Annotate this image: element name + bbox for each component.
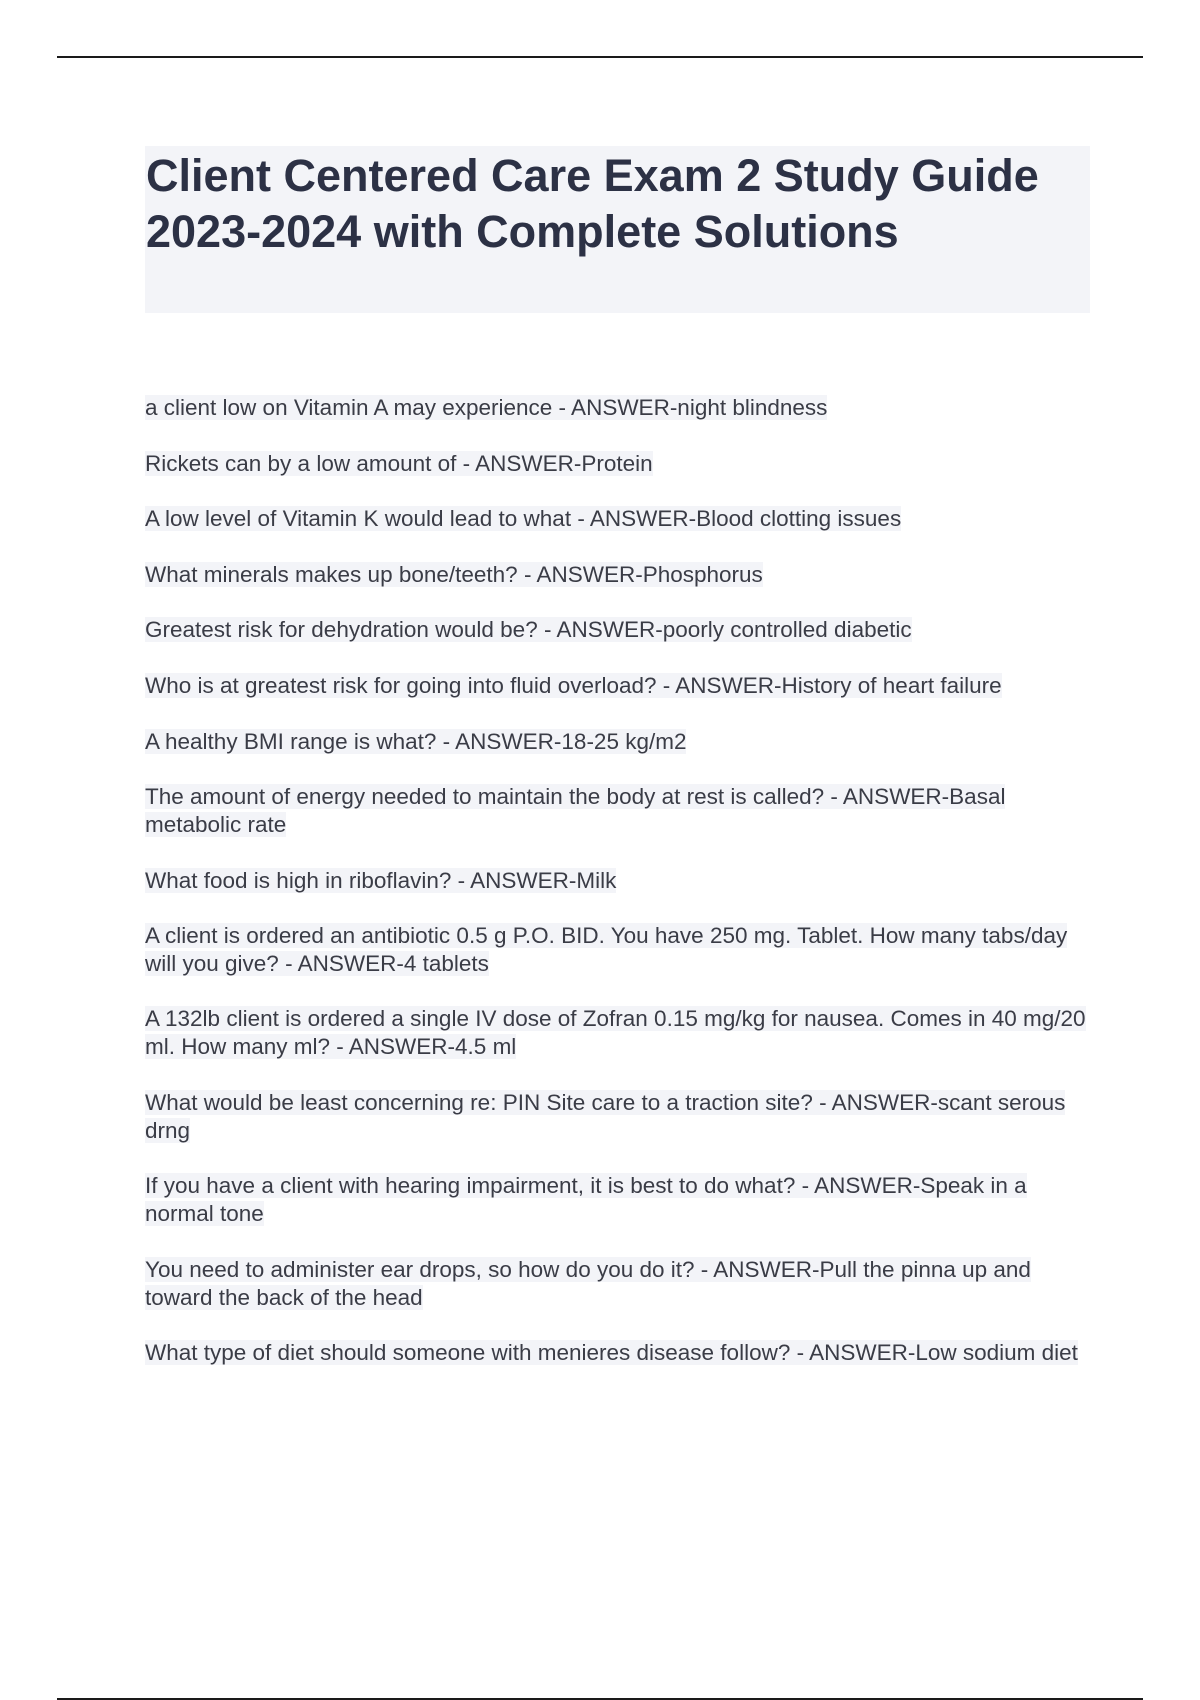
qa-item [145, 922, 1095, 978]
qa-text: If you have a client with hearing impairment, it is best to do what? - ANSWER-Speak in a normal tone [145, 1173, 1027, 1226]
qa-text: A healthy BMI range is what? - ANSWER-18-25 kg/m2 [145, 729, 687, 754]
qa-item [145, 672, 1095, 700]
qa-text: Who is at greatest risk for going into fluid overload? - ANSWER-History of heart failure [145, 673, 1002, 698]
qa-list [145, 394, 1095, 1367]
qa-item [145, 783, 1095, 839]
qa-text: A 132lb client is ordered a single IV dose of Zofran 0.15 mg/kg for nausea. Comes in 40 mg/20 ml. How many ml? - ANSWER-4.5 ml [145, 1006, 1086, 1059]
qa-item [145, 1256, 1095, 1312]
qa-item [145, 505, 1095, 533]
qa-text: The amount of energy needed to maintain the body at rest is called? - ANSWER-Basal metabolic rate [145, 784, 1006, 837]
qa-text: What type of diet should someone with menieres disease follow? - ANSWER-Low sodium diet [145, 1340, 1078, 1365]
qa-item [145, 1005, 1095, 1061]
qa-item [145, 1172, 1095, 1228]
qa-text: What minerals makes up bone/teeth? - ANSWER-Phosphorus [145, 562, 763, 587]
qa-text: A client is ordered an antibiotic 0.5 g P.O. BID. You have 250 mg. Tablet. How many tabs/day will you give? - ANSWER-4 tablets [145, 923, 1068, 976]
qa-text: What would be least concerning re: PIN Site care to a traction site? - ANSWER-scant serous drng [145, 1090, 1066, 1143]
qa-item [145, 1089, 1095, 1145]
qa-item [145, 728, 1095, 756]
top-rule [57, 56, 1143, 58]
qa-text: A low level of Vitamin K would lead to what - ANSWER-Blood clotting issues [145, 506, 902, 531]
qa-text: Rickets can by a low amount of - ANSWER-Protein [145, 451, 653, 476]
title-box [145, 146, 1090, 313]
qa-item [145, 450, 1095, 478]
qa-text: a client low on Vitamin A may experience - ANSWER-night blindness [145, 395, 828, 420]
qa-text: Greatest risk for dehydration would be? - ANSWER-poorly controlled diabetic [145, 617, 912, 642]
qa-text: You need to administer ear drops, so how do you do it? - ANSWER-Pull the pinna up and toward the back of the head [145, 1257, 1031, 1310]
qa-item [145, 1339, 1095, 1367]
qa-item [145, 616, 1095, 644]
qa-item [145, 867, 1095, 895]
qa-text: What food is high in riboflavin? - ANSWER-Milk [145, 868, 617, 893]
qa-item [145, 561, 1095, 589]
document-title: Client Centered Care Exam 2 Study Guide 2023-2024 with Complete Solutions [146, 150, 1039, 257]
qa-item [145, 394, 1095, 422]
